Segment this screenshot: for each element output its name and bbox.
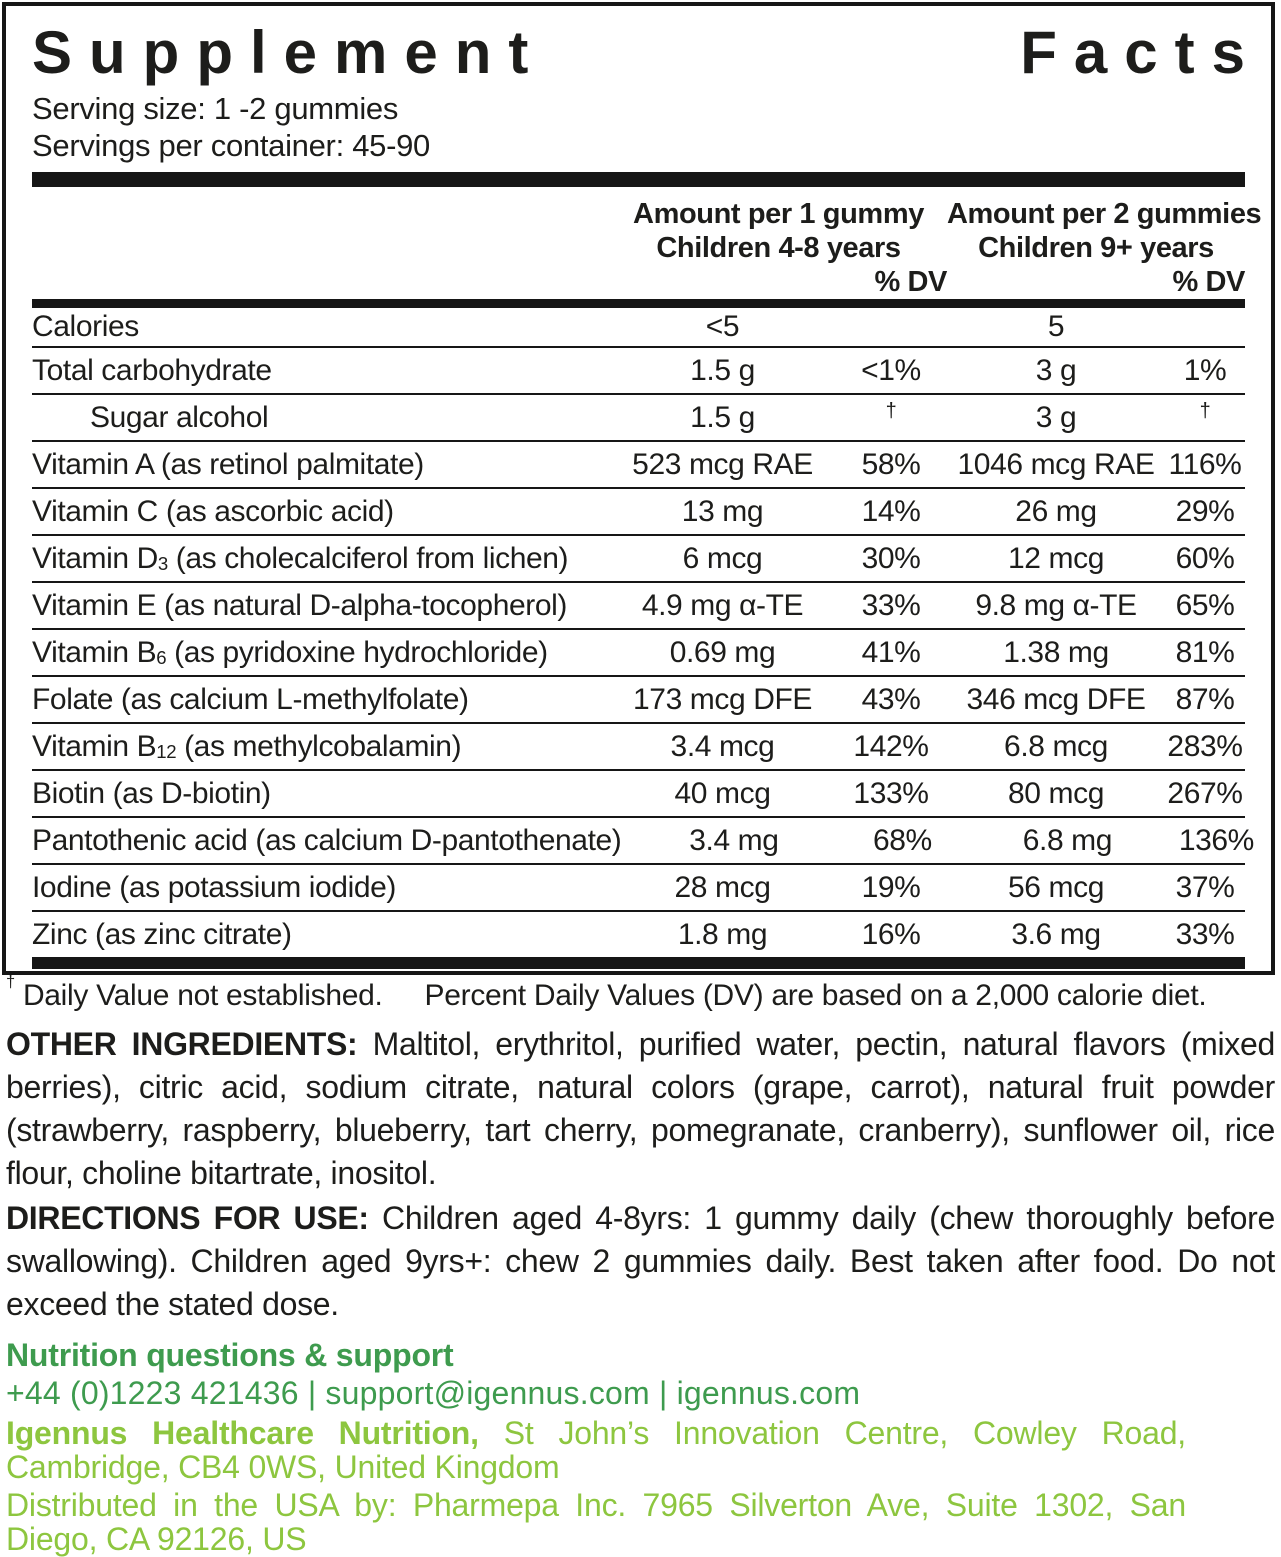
row-nutrient-name: Vitamin B6 (as pyridoxine hydrochloride): [32, 635, 548, 669]
table-row: [32, 912, 1245, 957]
row-nutrient-name: Pantothenic acid (as calcium D-pantothenate): [32, 823, 622, 857]
row-nutrient-name: Sugar alcohol: [90, 400, 269, 434]
row-amount-2-gummies: 6.8 mg: [1022, 823, 1113, 857]
row-amount-2-gummies: 26 mg: [1015, 494, 1097, 528]
nutrient-subscript: 6: [156, 647, 167, 669]
row-dv-1-gummy: 14%: [861, 494, 921, 528]
table-row: [32, 489, 1245, 536]
row-dv-2-gummies: 37%: [1175, 870, 1235, 904]
table-row: [32, 677, 1245, 724]
contact-line: +44 (0)1223 421436 | support@igennus.com | igennus.com: [6, 1375, 861, 1411]
row-amount-1-gummy: 1.5 g: [690, 353, 755, 387]
column-header-2-dv: % DV: [1172, 266, 1245, 298]
row-dv-2-gummies: 116%: [1168, 447, 1242, 481]
row-dv-2-gummies: 29%: [1175, 494, 1235, 528]
other-ingredients-label: OTHER INGREDIENTS:: [6, 1026, 358, 1062]
row-dv-1-gummy: 30%: [861, 541, 921, 575]
row-dv-1-gummy: <1%: [861, 353, 921, 387]
row-dv-1-gummy: 68%: [872, 823, 932, 857]
company-address: St John’s Innovation Centre, Cowley Road, Cambridge, CB4 0WS, United Kingdom: [6, 1415, 1186, 1485]
row-amount-2-gummies: 9.8 mg α-TE: [975, 588, 1137, 622]
dagger-symbol: †: [6, 972, 15, 991]
row-amount-1-gummy: 1.8 mg: [677, 917, 768, 951]
row-dv-1-gummy: 41%: [861, 635, 921, 669]
row-amount-1-gummy: 6 mcg: [682, 541, 763, 575]
column-header-1-line2: Children 4-8 years: [656, 232, 901, 264]
row-amount-2-gummies: 1046 mcg RAE: [957, 447, 1155, 481]
table-row: [32, 818, 1254, 865]
serving-size: Serving size: 1 -2 gummies: [32, 91, 399, 126]
table-header: [32, 197, 1262, 299]
nutrient-subscript: 12: [156, 741, 177, 763]
row-dv-2-gummies: 136%: [1178, 823, 1254, 857]
row-amount-1-gummy: 13 mg: [681, 494, 764, 528]
row-dv-1-gummy: 33%: [861, 588, 921, 622]
distributor-info: Distributed in the USA by: Pharmepa Inc. 7965 Silverton Ave, Suite 1302, San Diego, CA 92126, US: [6, 1487, 1186, 1557]
company-info: [6, 1416, 1186, 1484]
row-dv-1-gummy: 16%: [861, 917, 921, 951]
row-amount-1-gummy: 3.4 mcg: [670, 729, 775, 763]
row-nutrient-name: Biotin (as D-biotin): [32, 776, 271, 810]
row-dv-1-gummy: †: [885, 400, 897, 422]
dv-footnote: [6, 972, 1275, 1013]
directions-text: Children aged 4-8yrs: 1 gummy daily (chew thoroughly before swallowing). Children aged 9yrs+: chew 2 gummies daily. Best taken after food. Do not exceed the stated dose.: [6, 1200, 1275, 1322]
table-row: [32, 724, 1245, 771]
row-dv-2-gummies: 87%: [1175, 682, 1235, 716]
row-amount-1-gummy: 28 mcg: [674, 870, 771, 904]
row-dv-2-gummies: 1%: [1183, 353, 1227, 387]
row-dv-2-gummies: 33%: [1175, 917, 1235, 951]
directions-label: DIRECTIONS FOR USE:: [6, 1200, 369, 1236]
row-amount-2-gummies: 56 mcg: [1008, 870, 1104, 904]
column-header-2-gummies: [947, 197, 1262, 299]
divider-header-bottom: [32, 299, 1245, 308]
servings-per-container: Servings per container: 45-90: [32, 128, 430, 163]
column-header-1-line1: Amount per 1 gummy: [633, 198, 924, 230]
row-dv-1-gummy: 58%: [861, 447, 921, 481]
row-nutrient-name: Vitamin B12 (as methylcobalamin): [32, 729, 462, 763]
row-amount-2-gummies: 12 mcg: [1008, 541, 1104, 575]
directions-for-use: [6, 1197, 1275, 1326]
row-amount-2-gummies: 1.38 mg: [1003, 635, 1109, 669]
row-nutrient-name: Vitamin E (as natural D-alpha-tocopherol): [32, 588, 567, 622]
column-header-2-line2: Children 9+ years: [978, 232, 1214, 264]
row-amount-1-gummy: 523 mcg RAE: [632, 447, 813, 481]
title-word-supplement: Supplement: [32, 19, 546, 86]
panel-title: [32, 19, 1262, 86]
row-amount-1-gummy: 1.5 g: [690, 400, 755, 434]
nutrient-subscript: 3: [157, 553, 168, 575]
table-row: [32, 442, 1245, 489]
row-nutrient-name: Vitamin A (as retinol palmitate): [32, 447, 424, 481]
row-nutrient-name: Iodine (as potassium iodide): [32, 870, 397, 904]
other-ingredients: [6, 1023, 1275, 1195]
row-dv-1-gummy: 43%: [861, 682, 921, 716]
table-row: [32, 308, 1245, 348]
company-name: Igennus Healthcare Nutrition,: [6, 1415, 479, 1451]
row-dv-2-gummies: 267%: [1167, 776, 1243, 810]
row-nutrient-name: Vitamin D3 (as cholecalciferol from lichen): [32, 541, 569, 575]
row-amount-1-gummy: 173 mcg DFE: [633, 682, 812, 716]
table-row: [32, 771, 1245, 818]
row-amount-2-gummies: 80 mcg: [1008, 776, 1104, 810]
table-row: [32, 583, 1245, 630]
row-nutrient-name: Calories: [32, 310, 139, 343]
label-footer: [6, 964, 1275, 1556]
title-word-facts: Facts: [1020, 19, 1262, 86]
row-nutrient-name: Vitamin C (as ascorbic acid): [32, 494, 394, 528]
table-row: [32, 395, 1245, 442]
divider-heavy-top: [32, 172, 1245, 187]
row-amount-1-gummy: <5: [705, 310, 740, 343]
support-heading: Nutrition questions & support: [6, 1337, 454, 1373]
row-dv-1-gummy: 142%: [853, 729, 929, 763]
dv-basis-note: Percent Daily Values (DV) are based on a 2,000 calorie diet.: [424, 979, 1207, 1012]
supplement-facts-panel: [2, 2, 1275, 975]
table-row: [32, 630, 1245, 677]
row-amount-2-gummies: 346 mcg DFE: [966, 682, 1146, 716]
column-header-2-line1: Amount per 2 gummies: [947, 198, 1262, 230]
row-amount-1-gummy: 0.69 mg: [669, 635, 776, 669]
row-amount-2-gummies: 5: [1047, 310, 1065, 343]
row-dv-2-gummies: 65%: [1175, 588, 1235, 622]
row-amount-2-gummies: 3 g: [1035, 400, 1077, 434]
dagger-note: Daily Value not established.: [22, 979, 383, 1012]
header-spacer: [32, 197, 610, 299]
row-dv-1-gummy: 133%: [853, 776, 929, 810]
row-amount-1-gummy: 40 mcg: [674, 776, 771, 810]
row-nutrient-name: Folate (as calcium L-methylfolate): [32, 682, 469, 716]
other-ingredients-text: Maltitol, erythritol, purified water, pectin, natural flavors (mixed berries), citric acid, sodium citrate, natural colors (grape, carrot), natural fruit powder (strawberry, raspberry, blueberry, tart cherry, pomegranate, cranberry), sunflower oil, rice flour, choline bitartrate, inositol.: [6, 1026, 1276, 1191]
table-row: [32, 865, 1245, 912]
table-row: [32, 536, 1245, 583]
row-nutrient-name: Total carbohydrate: [32, 353, 272, 387]
table-row: [32, 348, 1245, 395]
row-amount-2-gummies: 3 g: [1035, 353, 1077, 387]
column-header-1-dv: % DV: [874, 266, 947, 298]
row-dv-2-gummies: 283%: [1167, 729, 1243, 763]
row-dv-1-gummy: 19%: [861, 870, 921, 904]
row-amount-1-gummy: 3.4 mg: [689, 823, 779, 857]
row-dv-2-gummies: 81%: [1175, 635, 1235, 669]
row-dv-2-gummies: 60%: [1175, 541, 1235, 575]
row-amount-2-gummies: 3.6 mg: [1011, 917, 1101, 951]
column-header-1-gummy: [610, 197, 947, 299]
row-amount-2-gummies: 6.8 mcg: [1004, 729, 1108, 763]
nutrients-table: [32, 308, 1254, 957]
row-amount-1-gummy: 4.9 mg α-TE: [641, 588, 804, 622]
row-dv-2-gummies: †: [1199, 400, 1211, 422]
row-nutrient-name: Zinc (as zinc citrate): [32, 917, 292, 951]
